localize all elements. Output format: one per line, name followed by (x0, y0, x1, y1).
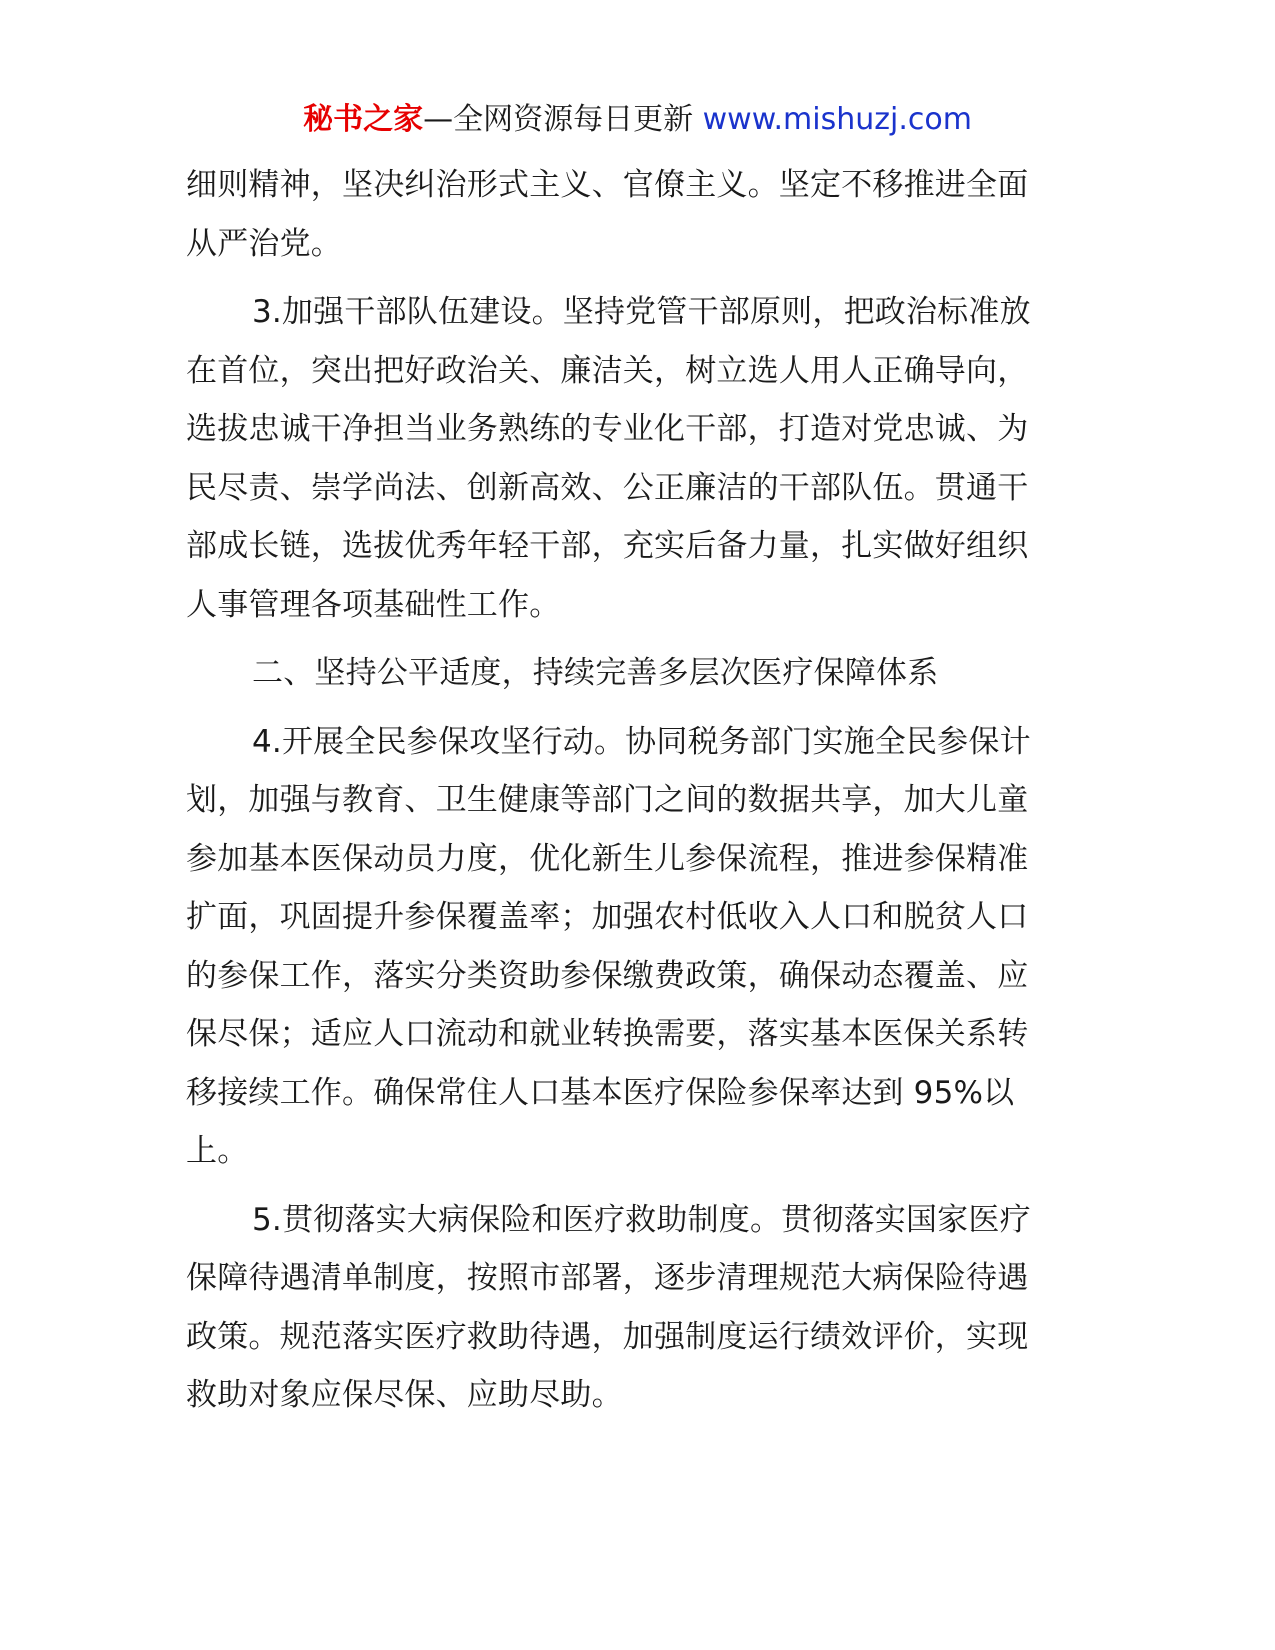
text-line: 参加基本医保动员力度，优化新生儿参保流程，推进参保精准 (186, 840, 1029, 877)
text-line: 扩面，巩固提升参保覆盖率；加强农村低收入人口和脱贫人口 (186, 899, 1029, 935)
text-line: 部成长链，选拔优秀年轻干部，充实后备力量，扎实做好组织 (186, 528, 1029, 564)
site-tagline: —全网资源每日更新 (423, 102, 694, 137)
site-url-link[interactable]: www.mishuzj.com (702, 102, 972, 137)
text-line: 划，加强与教育、卫生健康等部门之间的数据共享，加大儿童 (186, 782, 1029, 818)
text-line: 5.贯彻落实大病保险和医疗救助制度。贯彻落实国家医疗 (252, 1201, 1031, 1238)
text-line: 细则精神，坚决纠治形式主义、官僚主义。坚定不移推进全面 (186, 167, 1029, 203)
text-line: 保尽保；适应人口流动和就业转换需要，落实基本医保关系转 (186, 1016, 1029, 1052)
text-line: 从严治党。 (186, 225, 342, 262)
text-line: 保障待遇清单制度，按照市部署，逐步清理规范大病保险待遇 (186, 1260, 1029, 1296)
text-line: 二、坚持公平适度，持续完善多层次医疗保障体系 (252, 655, 939, 691)
section-heading (186, 644, 1091, 703)
text-line: 政策。规范落实医疗救助待遇，加强制度运行绩效评价，实现 (186, 1318, 1029, 1355)
paragraph-2 (186, 283, 1091, 634)
text-line: 选拔忠诚干净担当业务熟练的专业化干部，打造对党忠诚、为 (186, 411, 1029, 447)
text-line: 救助对象应保尽保、应助尽助。 (186, 1377, 623, 1413)
text-line: 4.开展全民参保攻坚行动。协同税务部门实施全民参保计 (252, 723, 1031, 760)
paragraph-4 (186, 713, 1091, 1181)
text-line: 在首位，突出把好政治关、廉洁关，树立选人用人正确导向， (186, 352, 1029, 389)
document-body (186, 156, 1091, 1435)
text-line: 的参保工作，落实分类资助参保缴费政策，确保动态覆盖、应 (186, 957, 1029, 994)
text-line: 移接续工作。确保常住人口基本医疗保险参保率达到 95%以 (186, 1074, 1015, 1111)
text-line: 人事管理各项基础性工作。 (186, 586, 561, 623)
paragraph-5 (186, 1191, 1091, 1425)
page-header (0, 100, 1275, 140)
paragraph-1 (186, 156, 1091, 273)
text-line: 上。 (186, 1133, 249, 1169)
text-line: 民尽责、崇学尚法、创新高效、公正廉洁的干部队伍。贯通干 (186, 469, 1029, 506)
text-line: 3.加强干部队伍建设。坚持党管干部原则，把政治标准放 (252, 294, 1031, 330)
site-brand: 秘书之家 (303, 102, 424, 137)
